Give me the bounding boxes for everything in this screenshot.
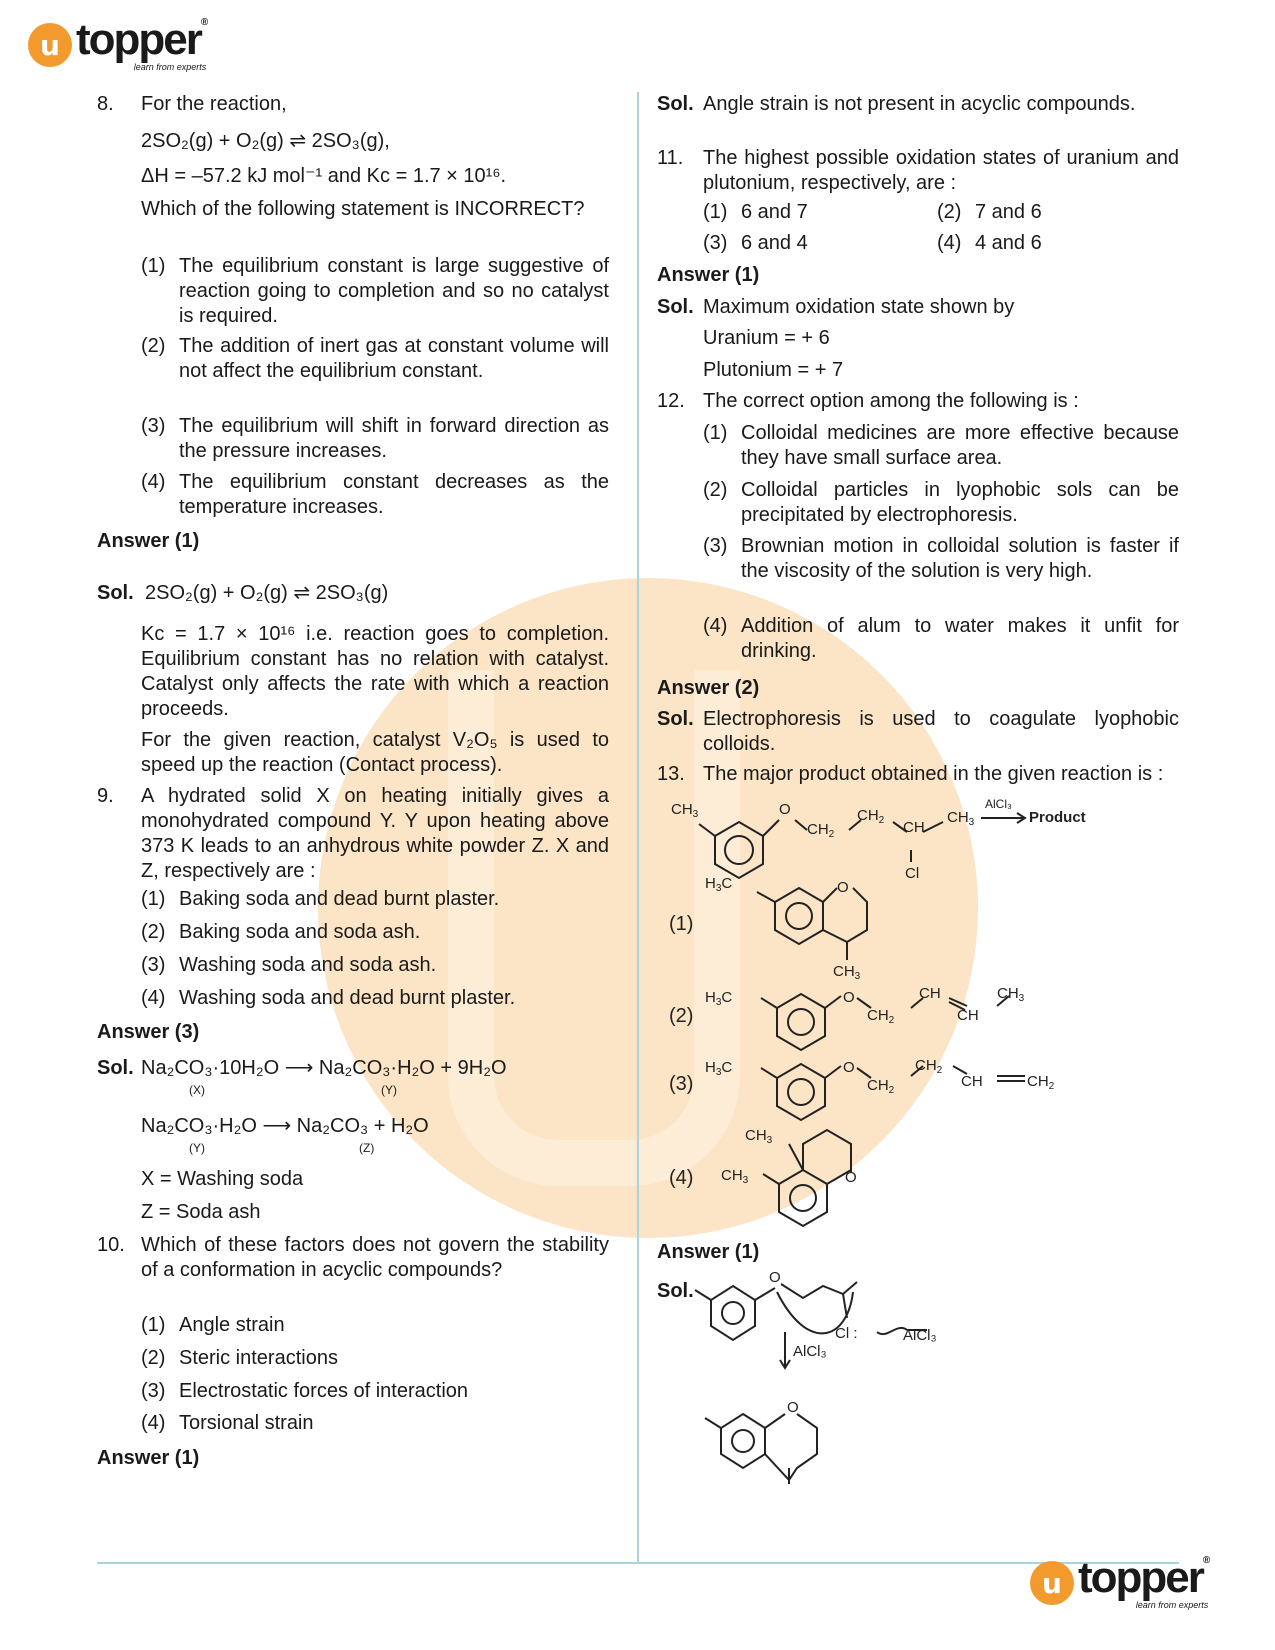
oxygen-label: O: [769, 1269, 781, 1286]
solution-label: Sol.: [657, 93, 694, 115]
option-text: Baking soda and soda ash.: [179, 921, 421, 943]
oxygen-label: O: [779, 801, 791, 818]
logo-word: topper: [76, 15, 201, 64]
question-number: 10.: [97, 1234, 125, 1256]
option-text: The equilibrium will shift in forward direction as the pressure increases.: [179, 415, 609, 462]
mechanism-scheme: [657, 1262, 1179, 1542]
logo-disc: u: [1030, 1561, 1074, 1605]
option-text: Addition of alum to water makes it unfit for drinking.: [741, 615, 1179, 662]
logo-reg: ®: [200, 17, 207, 28]
oxygen-label: O: [787, 1399, 799, 1416]
right-column: [657, 92, 1179, 1562]
option-number: (3): [703, 232, 728, 254]
option-text: Torsional strain: [179, 1412, 314, 1434]
question-number: 12.: [657, 390, 685, 412]
question-10-text: Which of these factors does not govern the stability of a conformation in acyclic compounds?: [141, 1234, 609, 1281]
benzene-ring: [711, 1286, 755, 1340]
ch2-label: $CH_2$: [807, 821, 835, 840]
option-number: (4): [141, 471, 166, 493]
option-number: (2): [703, 479, 728, 501]
solution-paragraph-1: Kc = 1.7 × 10¹⁶ i.e. reaction goes to completion. Equilibrium constant has no relation with catalyst. Catalyst only affects the rate with which a reaction proceeds.: [141, 623, 609, 720]
option-text: Brownian motion in colloidal solution is faster if the viscosity of the solution is very high.: [741, 535, 1179, 582]
methyl-label: $CH_3$: [947, 809, 975, 828]
option-label: (3): [669, 1073, 694, 1095]
solution-label: Sol.: [97, 1057, 134, 1079]
option-number: (3): [703, 535, 728, 557]
brand-logo: [28, 15, 207, 72]
option-label: (1): [669, 913, 694, 935]
option-text: The equilibrium constant is large suggestive of reaction going to completion and so no catalyst is required.: [179, 255, 609, 327]
column-divider: [637, 92, 639, 1562]
logo-word: topper: [1078, 1553, 1203, 1602]
option-text: 6 and 4: [741, 232, 808, 254]
option-text: Washing soda and dead burnt plaster.: [179, 987, 516, 1009]
ch2-label: $CH_2$: [867, 1007, 895, 1026]
ch2-label: $CH_2$: [867, 1077, 895, 1096]
logo-reg: ®: [1202, 1555, 1209, 1566]
option-3-benzene: [777, 1064, 825, 1120]
option-text: 4 and 6: [975, 232, 1042, 254]
solution-label: Sol.: [97, 582, 134, 604]
option-number: (1): [141, 888, 166, 910]
solution-reaction: 2SO₂(g) + O₂(g) ⇌ 2SO₃(g): [145, 582, 389, 604]
label-y: (Y): [381, 1083, 397, 1097]
left-column: [97, 92, 609, 1562]
reagent-label: AlCl₃: [985, 797, 1012, 811]
label-x: (X): [189, 1083, 205, 1097]
option-number: (3): [141, 954, 166, 976]
option-number: (2): [141, 921, 166, 943]
logo-disc: u: [28, 23, 72, 67]
methyl-label: $H_3C$: [705, 875, 733, 894]
option-text: Angle strain: [179, 1314, 285, 1336]
methyl-label: $CH_3$: [671, 801, 699, 820]
option-text: Washing soda and soda ash.: [179, 954, 437, 976]
oxygen-label: O: [845, 1169, 857, 1186]
oxygen-label: O: [837, 879, 849, 896]
reagent-label: AlCl₃: [793, 1343, 827, 1360]
solution-10-text: Angle strain is not present in acyclic compounds.: [703, 93, 1136, 115]
question-12-text: The correct option among the following is :: [703, 390, 1079, 412]
option-2-benzene: [777, 994, 825, 1050]
question-intro: For the reaction,: [141, 93, 287, 115]
thermo-data: ΔH = –57.2 kJ mol⁻¹ and Kc = 1.7 × 10¹⁶.: [141, 165, 507, 187]
ch-label: CH: [957, 1007, 979, 1024]
label-y: (Y): [189, 1141, 205, 1155]
x-identity: X = Washing soda: [141, 1168, 304, 1190]
methyl-label: $CH_3$: [721, 1167, 749, 1186]
footer-logo: [1030, 1553, 1209, 1610]
option-label: (4): [669, 1167, 694, 1189]
cl-label: Cl :: [835, 1325, 858, 1342]
question-text: Which of the following statement is INCORRECT?: [141, 198, 585, 220]
option-number: (4): [703, 615, 728, 637]
option-text: The addition of inert gas at constant volume will not affect the equilibrium constant.: [179, 335, 609, 382]
question-9-text: A hydrated solid X on heating initially gives a monohydrated compound Y. Y upon heating above 373 K leads to an anhydrous white powder Z. X and Z, respectively are :: [141, 785, 609, 882]
option-text: Electrostatic forces of interaction: [179, 1380, 469, 1402]
question-13-text: The major product obtained in the given reaction is :: [703, 763, 1164, 785]
option-text: Baking soda and dead burnt plaster.: [179, 888, 500, 910]
methyl-label: $H_3C$: [705, 989, 733, 1008]
option-number: (4): [141, 987, 166, 1009]
aromatic-circle: [725, 836, 753, 864]
option-number: (1): [141, 255, 166, 277]
ch2-label: $CH_2$: [857, 807, 885, 826]
option-number: (2): [937, 201, 962, 223]
question-number: 8.: [97, 93, 114, 115]
option-text: Steric interactions: [179, 1347, 338, 1369]
question-number: 11.: [657, 147, 684, 169]
uranium-line: Uranium = + 6: [703, 327, 830, 349]
question-number: 13.: [657, 763, 685, 785]
option-number: (2): [141, 335, 166, 357]
solution-label: Sol.: [657, 296, 694, 318]
option-text: 7 and 6: [975, 201, 1042, 223]
question-11-text: The highest possible oxidation states of uranium and plutonium, respectively, are :: [703, 147, 1179, 194]
reagent-label: AlCl₃: [903, 1327, 937, 1344]
equation-2: Na₂CO₃·H₂O ⟶ Na₂CO₃ + H₂O: [141, 1115, 429, 1137]
solution-label: Sol.: [657, 708, 694, 730]
vinyl-label: $CH_2$: [1027, 1073, 1055, 1092]
answer-11: Answer (1): [657, 264, 760, 286]
vinyl-label: CH: [961, 1073, 983, 1090]
methyl-label: $CH_3$: [997, 985, 1025, 1004]
ch-label: CH: [903, 819, 925, 836]
answer-10: Answer (1): [97, 1447, 200, 1469]
question-number: 9.: [97, 785, 114, 807]
oxygen-label: O: [843, 989, 855, 1006]
option-text: 6 and 7: [741, 201, 808, 223]
product-label: Product: [1029, 809, 1086, 826]
option-text: Colloidal particles in lyophobic sols can be precipitated by electrophoresis.: [741, 479, 1179, 526]
product-benzene: [721, 1414, 765, 1468]
z-identity: Z = Soda ash: [141, 1201, 261, 1223]
reaction-equation: 2SO₂(g) + O₂(g) ⇌ 2SO₃(g),: [141, 130, 390, 152]
oxygen-label: O: [843, 1059, 855, 1076]
solution-label: Sol.: [657, 1280, 694, 1302]
answer-12: Answer (2): [657, 677, 760, 699]
benzene-ring: [715, 822, 763, 878]
option-label: (2): [669, 1005, 694, 1027]
option-1-benzene: [775, 888, 823, 944]
option-number: (4): [141, 1412, 166, 1434]
option-4-benzene: [779, 1170, 827, 1226]
logo-tagline: learn from experts: [1135, 1600, 1209, 1610]
methyl-label: $H_3C$: [705, 1059, 733, 1078]
answer-9: Answer (3): [97, 1021, 200, 1043]
equation-1: Na₂CO₃·10H₂O ⟶ Na₂CO₃·H₂O + 9H₂O: [141, 1057, 507, 1079]
option-number: (1): [703, 201, 728, 223]
answer-13: Answer (1): [657, 1241, 760, 1263]
option-number: (3): [141, 415, 166, 437]
option-number: (1): [703, 422, 728, 444]
methyl-label: $CH_3$: [745, 1127, 773, 1146]
logo-tagline: learn from experts: [133, 62, 207, 72]
plutonium-line: Plutonium = + 7: [703, 359, 844, 381]
solution-12-text: Electrophoresis is used to coagulate lyophobic colloids.: [703, 708, 1179, 755]
option-text: Colloidal medicines are more effective because they have small surface area.: [741, 422, 1179, 469]
option-number: (4): [937, 232, 962, 254]
label-z: (Z): [359, 1141, 375, 1155]
answer-8: Answer (1): [97, 530, 200, 552]
solution-paragraph-2: For the given reaction, catalyst V₂O₅ is used to speed up the reaction (Contact process).: [141, 729, 609, 776]
ch2-label: $CH_2$: [915, 1057, 943, 1076]
ch-label: CH: [919, 985, 941, 1002]
cl-label: Cl: [905, 865, 920, 882]
reaction-scheme: [657, 792, 1179, 1272]
solution-11-text: Maximum oxidation state shown by: [703, 296, 1015, 318]
footer-rule: [97, 1562, 1179, 1564]
option-text: The equilibrium constant decreases as the temperature increases.: [179, 471, 609, 518]
option-number: (3): [141, 1380, 166, 1402]
option-number: (2): [141, 1347, 166, 1369]
option-number: (1): [141, 1314, 166, 1336]
methyl-label: $CH_3$: [833, 963, 861, 982]
